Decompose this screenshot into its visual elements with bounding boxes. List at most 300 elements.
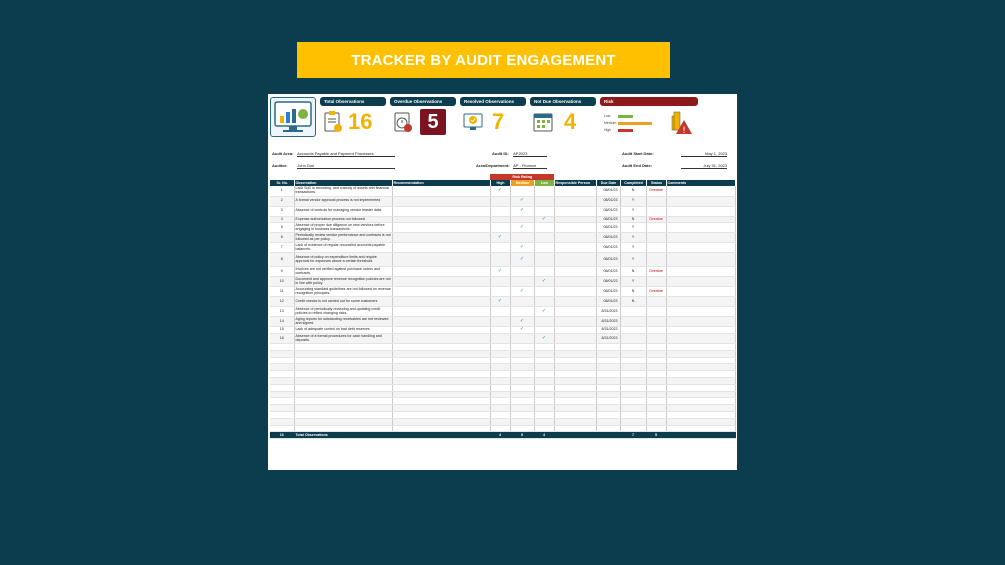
empty-cell[interactable] <box>554 371 596 378</box>
cell-observation[interactable]: Lack SoD in recording, and custody of assets and financial transactions. <box>294 186 392 196</box>
cell-risk-low[interactable] <box>534 277 554 287</box>
cell-recommendation[interactable] <box>392 223 490 233</box>
cell-risk-low[interactable] <box>534 267 554 277</box>
empty-cell[interactable] <box>510 344 534 351</box>
empty-cell[interactable] <box>534 418 554 425</box>
empty-cell[interactable] <box>666 398 735 405</box>
empty-cell[interactable] <box>490 425 510 432</box>
empty-cell[interactable] <box>294 378 392 385</box>
cell-recommendation[interactable] <box>392 196 490 206</box>
cell-responsible[interactable] <box>554 243 596 253</box>
cell-responsible[interactable] <box>554 216 596 223</box>
cell-comments[interactable] <box>666 253 735 267</box>
cell-comments[interactable] <box>666 233 735 243</box>
empty-cell[interactable] <box>620 384 646 391</box>
empty-cell[interactable] <box>392 425 490 432</box>
empty-cell[interactable] <box>392 418 490 425</box>
cell-risk-high[interactable] <box>490 223 510 233</box>
empty-cell[interactable] <box>554 350 596 357</box>
empty-cell[interactable] <box>270 405 294 412</box>
cell-completed[interactable] <box>620 327 646 334</box>
cell-comments[interactable] <box>666 287 735 297</box>
empty-cell[interactable] <box>554 425 596 432</box>
empty-cell[interactable] <box>666 350 735 357</box>
empty-cell[interactable] <box>490 391 510 398</box>
empty-cell[interactable] <box>596 344 620 351</box>
empty-cell[interactable] <box>392 378 490 385</box>
cell-risk-medium[interactable] <box>510 233 534 243</box>
cell-comments[interactable] <box>666 297 735 307</box>
empty-cell[interactable] <box>596 398 620 405</box>
cell-risk-low[interactable] <box>534 317 554 327</box>
empty-cell[interactable] <box>554 357 596 364</box>
empty-cell[interactable] <box>596 350 620 357</box>
cell-risk-high[interactable] <box>490 297 510 307</box>
cell-observation[interactable]: Absence of proper due diligence on new vendors before engaging in business transactions. <box>294 223 392 233</box>
empty-cell[interactable] <box>666 344 735 351</box>
empty-cell[interactable] <box>646 405 666 412</box>
empty-cell[interactable] <box>510 350 534 357</box>
empty-cell[interactable] <box>554 378 596 385</box>
empty-cell[interactable] <box>294 350 392 357</box>
empty-cell[interactable] <box>596 405 620 412</box>
cell-due-date[interactable]: 8/31/2023 <box>596 334 620 344</box>
cell-risk-high[interactable] <box>490 334 510 344</box>
empty-cell[interactable] <box>596 364 620 371</box>
cell-comments[interactable] <box>666 216 735 223</box>
cell-recommendation[interactable] <box>392 216 490 223</box>
empty-cell[interactable] <box>646 350 666 357</box>
empty-cell[interactable] <box>534 405 554 412</box>
empty-cell[interactable] <box>270 344 294 351</box>
empty-cell[interactable] <box>646 398 666 405</box>
empty-cell[interactable] <box>554 418 596 425</box>
cell-completed[interactable]: N <box>620 267 646 277</box>
empty-cell[interactable] <box>646 344 666 351</box>
cell-comments[interactable] <box>666 307 735 317</box>
empty-cell[interactable] <box>646 357 666 364</box>
cell-observation[interactable]: Invoices are not verified against purchase orders and contracts. <box>294 267 392 277</box>
empty-cell[interactable] <box>534 391 554 398</box>
cell-recommendation[interactable] <box>392 233 490 243</box>
empty-cell[interactable] <box>294 357 392 364</box>
cell-responsible[interactable] <box>554 287 596 297</box>
empty-cell[interactable] <box>294 425 392 432</box>
cell-risk-low[interactable] <box>534 223 554 233</box>
cell-observation[interactable]: Absence of periodically reviewing and updating credit policies to reflect changing risks. <box>294 307 392 317</box>
cell-risk-medium[interactable] <box>510 277 534 287</box>
empty-cell[interactable] <box>646 425 666 432</box>
cell-due-date[interactable]: 08/01/23 <box>596 196 620 206</box>
empty-cell[interactable] <box>490 412 510 419</box>
cell-due-date[interactable]: 08/01/23 <box>596 277 620 287</box>
empty-cell[interactable] <box>294 398 392 405</box>
empty-cell[interactable] <box>510 357 534 364</box>
cell-risk-low[interactable] <box>534 243 554 253</box>
cell-completed[interactable]: Y <box>620 233 646 243</box>
empty-cell[interactable] <box>620 391 646 398</box>
cell-completed[interactable]: Y <box>620 243 646 253</box>
cell-responsible[interactable] <box>554 223 596 233</box>
cell-risk-high[interactable] <box>490 277 510 287</box>
cell-due-date[interactable]: 08/01/23 <box>596 206 620 216</box>
cell-responsible[interactable] <box>554 267 596 277</box>
empty-cell[interactable] <box>490 378 510 385</box>
empty-cell[interactable] <box>490 371 510 378</box>
empty-cell[interactable] <box>490 405 510 412</box>
cell-due-date[interactable]: 08/01/23 <box>596 297 620 307</box>
cell-completed[interactable]: Y <box>620 277 646 287</box>
cell-risk-medium[interactable] <box>510 307 534 317</box>
empty-cell[interactable] <box>554 405 596 412</box>
empty-cell[interactable] <box>270 364 294 371</box>
cell-recommendation[interactable] <box>392 287 490 297</box>
empty-cell[interactable] <box>294 344 392 351</box>
empty-cell[interactable] <box>666 405 735 412</box>
empty-cell[interactable] <box>270 384 294 391</box>
cell-completed[interactable]: N <box>620 186 646 196</box>
cell-risk-low[interactable] <box>534 287 554 297</box>
empty-cell[interactable] <box>596 418 620 425</box>
empty-cell[interactable] <box>646 384 666 391</box>
cell-responsible[interactable] <box>554 317 596 327</box>
cell-risk-medium[interactable] <box>510 196 534 206</box>
empty-cell[interactable] <box>510 364 534 371</box>
cell-completed[interactable]: N <box>620 216 646 223</box>
cell-completed[interactable]: N <box>620 297 646 307</box>
cell-recommendation[interactable] <box>392 307 490 317</box>
cell-risk-high[interactable] <box>490 317 510 327</box>
empty-cell[interactable] <box>270 350 294 357</box>
empty-cell[interactable] <box>490 418 510 425</box>
cell-comments[interactable] <box>666 223 735 233</box>
cell-status <box>646 223 666 233</box>
cell-risk-high[interactable] <box>490 307 510 317</box>
empty-cell[interactable] <box>620 425 646 432</box>
cell-risk-medium[interactable] <box>510 223 534 233</box>
cell-observation[interactable]: Aging reports for outstanding receivables are not reviewed and signed. <box>294 317 392 327</box>
audit-id-value[interactable]: AP2023 <box>513 151 547 157</box>
cell-risk-low[interactable] <box>534 253 554 267</box>
cell-risk-medium[interactable] <box>510 243 534 253</box>
empty-cell[interactable] <box>534 398 554 405</box>
cell-observation[interactable]: Accounting standard guidelines are not followed on revenue recognition principles. <box>295 287 391 295</box>
empty-cell[interactable] <box>620 398 646 405</box>
empty-cell[interactable] <box>646 378 666 385</box>
cell-risk-low[interactable] <box>534 206 554 216</box>
empty-cell[interactable] <box>510 398 534 405</box>
cell-risk-high[interactable] <box>490 327 510 334</box>
department-value[interactable]: AP - Finance <box>513 163 547 169</box>
cell-observation[interactable]: Document and approve revenue recognition policies are not in line with policy. <box>295 277 391 285</box>
empty-cell[interactable] <box>534 357 554 364</box>
empty-cell[interactable] <box>620 344 646 351</box>
cell-responsible[interactable] <box>554 206 596 216</box>
cell-risk-low[interactable] <box>534 196 554 206</box>
empty-cell[interactable] <box>510 412 534 419</box>
cell-observation[interactable]: A formal vendor approval process is not implemented <box>294 196 392 206</box>
empty-row <box>270 398 735 405</box>
empty-cell[interactable] <box>620 357 646 364</box>
cell-responsible[interactable] <box>554 233 596 243</box>
cell-observation[interactable]: Absence of a formal procedures for cash handling and deposits. <box>294 334 392 344</box>
empty-cell[interactable] <box>392 364 490 371</box>
cell-risk-high[interactable] <box>490 243 510 253</box>
checkmark-icon: ✓ <box>519 326 525 333</box>
empty-cell[interactable] <box>392 398 490 405</box>
empty-cell[interactable] <box>596 378 620 385</box>
auditor-value[interactable]: John Doe <box>297 163 395 169</box>
cell-risk-medium[interactable] <box>510 206 534 216</box>
empty-cell[interactable] <box>534 344 554 351</box>
empty-cell[interactable] <box>294 364 392 371</box>
cell-risk-high[interactable] <box>490 287 510 297</box>
empty-cell[interactable] <box>666 412 735 419</box>
cell-completed[interactable]: Y <box>620 223 646 233</box>
cell-due-date[interactable]: 08/01/23 <box>596 287 620 297</box>
empty-cell[interactable] <box>646 364 666 371</box>
cell-due-date[interactable]: 8/31/2023 <box>596 307 620 317</box>
empty-cell[interactable] <box>270 398 294 405</box>
empty-cell[interactable] <box>534 378 554 385</box>
cell-observation[interactable]: Absence of controls for managing vendor master data. <box>294 206 392 216</box>
empty-cell[interactable] <box>596 357 620 364</box>
cell-risk-low[interactable] <box>534 216 554 223</box>
empty-cell[interactable] <box>646 371 666 378</box>
empty-cell[interactable] <box>620 378 646 385</box>
empty-cell[interactable] <box>620 412 646 419</box>
empty-cell[interactable] <box>554 398 596 405</box>
cell-responsible[interactable] <box>554 253 596 267</box>
cell-risk-high[interactable] <box>490 196 510 206</box>
empty-cell[interactable] <box>596 391 620 398</box>
cell-observation[interactable]: Lack of evidence of regular reconciled accounts payable balances. <box>294 243 392 253</box>
cell-risk-low[interactable] <box>534 327 554 334</box>
cell-responsible[interactable] <box>554 307 596 317</box>
empty-cell[interactable] <box>294 384 392 391</box>
cell-recommendation[interactable] <box>392 334 490 344</box>
cell-recommendation[interactable] <box>392 277 490 287</box>
audit-end-value[interactable]: July 31, 2023 <box>681 163 727 169</box>
empty-cell[interactable] <box>510 425 534 432</box>
empty-cell[interactable] <box>620 371 646 378</box>
cell-responsible[interactable] <box>554 327 596 334</box>
empty-cell[interactable] <box>510 378 534 385</box>
empty-cell[interactable] <box>596 412 620 419</box>
empty-cell[interactable] <box>490 357 510 364</box>
cell-due-date[interactable]: 08/01/23 <box>596 216 620 223</box>
cell-comments[interactable] <box>666 206 735 216</box>
empty-cell[interactable] <box>490 398 510 405</box>
checkmark-icon: ✓ <box>497 268 503 274</box>
cell-comments[interactable] <box>666 267 735 277</box>
empty-cell[interactable] <box>534 412 554 419</box>
empty-cell[interactable] <box>510 391 534 398</box>
empty-cell[interactable] <box>270 391 294 398</box>
cell-risk-high[interactable] <box>490 267 510 277</box>
empty-cell[interactable] <box>392 357 490 364</box>
empty-cell[interactable] <box>596 371 620 378</box>
cell-recommendation[interactable] <box>392 186 490 196</box>
cell-observation[interactable]: Expense authorization process not followed <box>294 216 392 223</box>
empty-cell[interactable] <box>534 384 554 391</box>
cell-risk-medium[interactable] <box>510 287 534 297</box>
empty-cell[interactable] <box>646 418 666 425</box>
empty-cell[interactable] <box>294 418 392 425</box>
empty-cell[interactable] <box>646 412 666 419</box>
cell-recommendation[interactable] <box>392 317 490 327</box>
empty-cell[interactable] <box>270 425 294 432</box>
cell-risk-high[interactable] <box>490 206 510 216</box>
empty-cell[interactable] <box>392 412 490 419</box>
empty-cell[interactable] <box>270 418 294 425</box>
cell-risk-high[interactable] <box>490 216 510 223</box>
cell-due-date[interactable]: 8/31/2023 <box>596 327 620 334</box>
cell-completed[interactable]: Y <box>620 196 646 206</box>
cell-risk-high[interactable] <box>490 233 510 243</box>
cell-responsible[interactable] <box>554 186 596 196</box>
cell-recommendation[interactable] <box>392 253 490 267</box>
empty-cell[interactable] <box>666 391 735 398</box>
cell-observation[interactable]: Periodically review vendor performance and contracts is not followed as per policy. <box>295 233 391 241</box>
cell-recommendation[interactable] <box>392 206 490 216</box>
empty-cell[interactable] <box>646 391 666 398</box>
empty-cell[interactable] <box>554 412 596 419</box>
empty-cell[interactable] <box>620 364 646 371</box>
empty-cell[interactable] <box>554 364 596 371</box>
empty-cell[interactable] <box>490 364 510 371</box>
empty-cell[interactable] <box>510 371 534 378</box>
empty-cell[interactable] <box>666 357 735 364</box>
empty-cell[interactable] <box>392 384 490 391</box>
empty-cell[interactable] <box>510 405 534 412</box>
cell-responsible[interactable] <box>554 297 596 307</box>
cell-comments[interactable] <box>666 327 735 334</box>
empty-cell[interactable] <box>666 425 735 432</box>
cell-risk-medium[interactable] <box>510 216 534 223</box>
cell-due-date[interactable]: 08/01/23 <box>596 233 620 243</box>
audit-area-value[interactable]: Accounts Payable and Payment Processes <box>297 151 395 157</box>
empty-cell[interactable] <box>666 371 735 378</box>
cell-risk-low[interactable] <box>534 297 554 307</box>
empty-cell[interactable] <box>392 391 490 398</box>
cell-completed[interactable] <box>620 334 646 344</box>
cell-risk-low[interactable] <box>534 233 554 243</box>
empty-cell[interactable] <box>534 425 554 432</box>
cell-observation[interactable]: Absence of policy on expenditure limits and require approval for expenses above a certain threshold. <box>294 253 392 267</box>
cell-completed[interactable]: Y <box>620 206 646 216</box>
empty-cell[interactable] <box>666 364 735 371</box>
cell-comments[interactable] <box>666 243 735 253</box>
cell-risk-medium[interactable] <box>510 186 534 196</box>
empty-cell[interactable] <box>596 425 620 432</box>
col-recommendation: Recommendation <box>392 180 490 186</box>
cell-responsible[interactable] <box>554 334 596 344</box>
cell-due-date[interactable]: 08/01/23 <box>596 253 620 267</box>
cell-observation[interactable]: Credit checks is not carried out for some customers <box>294 297 392 307</box>
cell-risk-medium[interactable] <box>510 334 534 344</box>
empty-cell[interactable] <box>392 371 490 378</box>
empty-cell[interactable] <box>294 371 392 378</box>
cell-comments[interactable] <box>666 334 735 344</box>
empty-cell[interactable] <box>270 412 294 419</box>
cell-risk-low[interactable] <box>534 334 554 344</box>
cell-risk-medium[interactable] <box>510 317 534 327</box>
empty-cell[interactable] <box>666 384 735 391</box>
empty-cell[interactable] <box>294 412 392 419</box>
empty-cell[interactable] <box>510 384 534 391</box>
cell-comments[interactable] <box>666 186 735 196</box>
table-row <box>270 223 735 233</box>
empty-cell[interactable] <box>534 364 554 371</box>
cell-risk-medium[interactable] <box>510 297 534 307</box>
cell-recommendation[interactable] <box>392 327 490 334</box>
cell-risk-low[interactable] <box>534 186 554 196</box>
cell-comments[interactable] <box>666 277 735 287</box>
cell-recommendation[interactable] <box>392 243 490 253</box>
empty-cell[interactable] <box>490 384 510 391</box>
empty-cell[interactable] <box>620 418 646 425</box>
empty-cell[interactable] <box>392 350 490 357</box>
cell-risk-low[interactable] <box>534 307 554 317</box>
cell-due-date[interactable]: 8/31/2023 <box>596 317 620 327</box>
cell-completed[interactable] <box>620 317 646 327</box>
cell-risk-medium[interactable] <box>510 253 534 267</box>
cell-due-date[interactable]: 08/01/23 <box>596 267 620 277</box>
empty-cell[interactable] <box>270 378 294 385</box>
cell-risk-medium[interactable] <box>510 267 534 277</box>
empty-cell[interactable] <box>554 391 596 398</box>
cell-sr: 5 <box>270 223 294 233</box>
cell-comments[interactable] <box>666 196 735 206</box>
empty-cell[interactable] <box>534 371 554 378</box>
cell-recommendation[interactable] <box>392 297 490 307</box>
cell-due-date[interactable]: 08/01/23 <box>596 243 620 253</box>
cell-risk-medium[interactable] <box>510 327 534 334</box>
cell-observation[interactable]: Lack of adequate control on bad debt reserves <box>294 327 392 334</box>
empty-cell[interactable] <box>490 350 510 357</box>
empty-cell[interactable] <box>596 384 620 391</box>
empty-cell[interactable] <box>294 391 392 398</box>
cell-recommendation[interactable] <box>392 267 490 277</box>
empty-cell[interactable] <box>554 344 596 351</box>
empty-cell[interactable] <box>620 405 646 412</box>
cell-responsible[interactable] <box>554 196 596 206</box>
empty-cell[interactable] <box>510 418 534 425</box>
audit-start-value[interactable]: May 1, 2023 <box>681 151 727 157</box>
empty-cell[interactable] <box>294 405 392 412</box>
empty-cell[interactable] <box>270 357 294 364</box>
cell-completed[interactable]: N <box>620 287 646 297</box>
cell-due-date[interactable]: 08/01/23 <box>596 186 620 196</box>
cell-completed[interactable]: Y <box>620 253 646 267</box>
empty-cell[interactable] <box>270 371 294 378</box>
empty-cell[interactable] <box>490 344 510 351</box>
empty-cell[interactable] <box>392 405 490 412</box>
cell-comments[interactable] <box>666 317 735 327</box>
empty-cell[interactable] <box>666 418 735 425</box>
empty-cell[interactable] <box>554 384 596 391</box>
empty-cell[interactable] <box>666 378 735 385</box>
empty-cell[interactable] <box>620 350 646 357</box>
cell-completed[interactable] <box>620 307 646 317</box>
cell-risk-high[interactable] <box>490 253 510 267</box>
empty-cell[interactable] <box>392 344 490 351</box>
empty-cell[interactable] <box>534 350 554 357</box>
cell-risk-high[interactable] <box>490 186 510 196</box>
cell-due-date[interactable]: 08/01/23 <box>596 223 620 233</box>
cell-responsible[interactable] <box>554 277 596 287</box>
